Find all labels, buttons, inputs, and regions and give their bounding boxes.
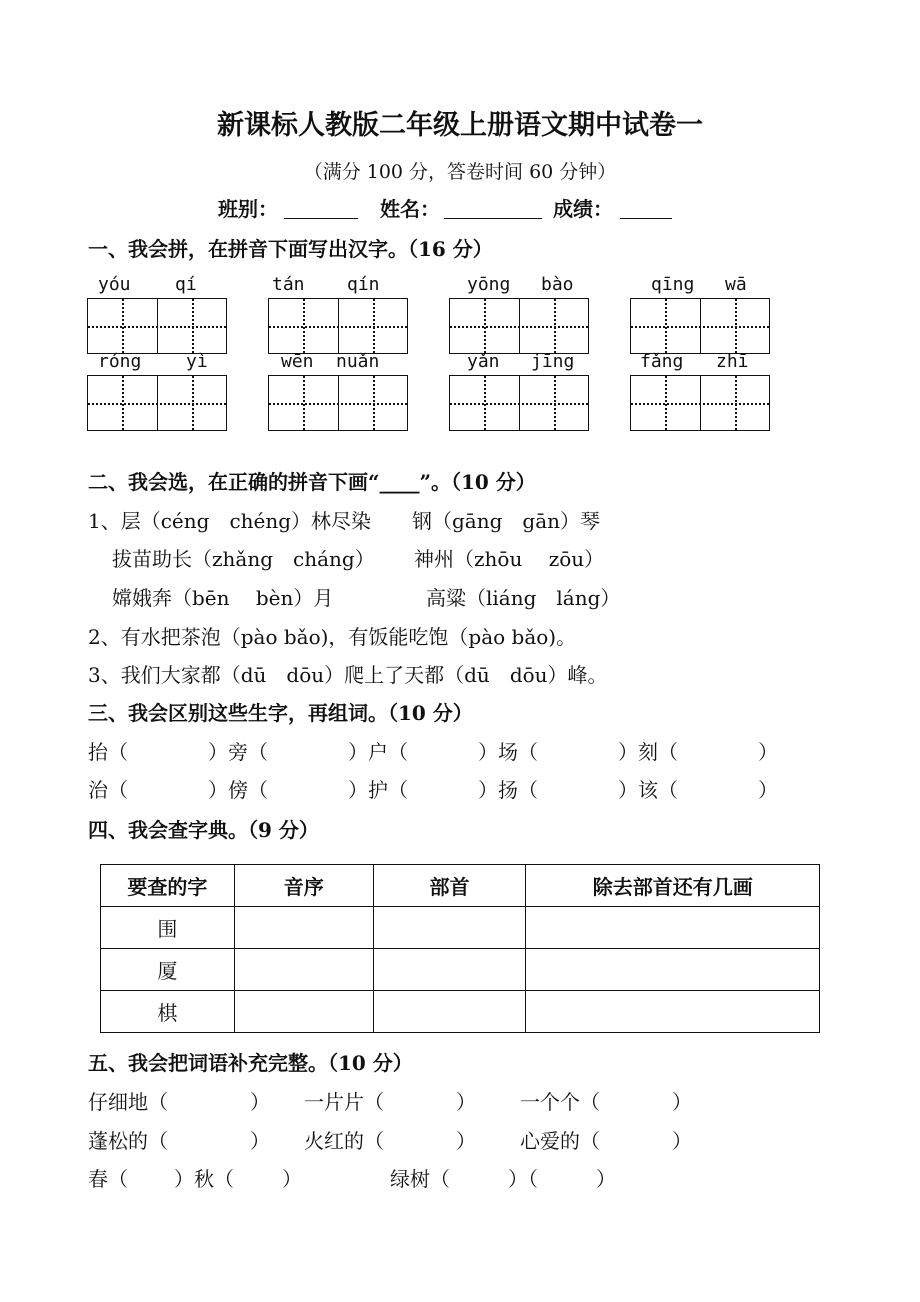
- word-item: 春（: [88, 1167, 128, 1191]
- answer-cell[interactable]: [526, 991, 820, 1033]
- table-row: [101, 907, 820, 949]
- word-item: ）该（: [618, 778, 678, 802]
- question-line: 3、我们大家都（dū dōu）爬上了天都（dū dōu）峰。: [88, 663, 608, 687]
- answer-cell[interactable]: [373, 949, 526, 991]
- word-item: ）: [250, 1129, 270, 1153]
- table-header: 音序: [234, 865, 373, 907]
- table-header: 部首: [373, 865, 526, 907]
- word-item: ）: [758, 740, 778, 764]
- class-label: 班别：: [218, 197, 278, 221]
- word-item: ）: [282, 1167, 302, 1191]
- writing-grid[interactable]: [87, 298, 227, 354]
- pinyin: nuǎn: [336, 351, 380, 372]
- answer-cell[interactable]: [526, 949, 820, 991]
- question-line: 2、有水把茶泡（pào bǎo)，有饭能吃饱（pào bǎo)。: [88, 625, 577, 649]
- word-item: ）（: [508, 1167, 538, 1191]
- pinyin: wā: [725, 274, 747, 295]
- question-line: 神州（zhōu zōu）: [414, 547, 605, 571]
- writing-grid[interactable]: [268, 375, 408, 431]
- section-5-heading: 五、我会把词语补充完整。（10 分）: [88, 1051, 413, 1075]
- score-blank[interactable]: [620, 196, 672, 219]
- answer-cell[interactable]: [526, 907, 820, 949]
- writing-grid[interactable]: [449, 298, 589, 354]
- word-item: ）护（: [348, 778, 408, 802]
- word-item: ）: [758, 778, 778, 802]
- writing-grid[interactable]: [87, 375, 227, 431]
- answer-cell[interactable]: [373, 907, 526, 949]
- question-line: 1、层（céng chéng）林尽染: [88, 509, 372, 533]
- word-item: ）扬（: [478, 778, 538, 802]
- word-item: ）: [672, 1090, 692, 1114]
- table-row: [101, 991, 820, 1033]
- page-title: 新课标人教版二年级上册语文期中试卷一: [217, 110, 703, 141]
- char-cell: 围: [101, 907, 235, 949]
- word-item: ）: [456, 1129, 476, 1153]
- score-label: 成绩：: [553, 197, 613, 221]
- word-item: ）旁（: [208, 740, 268, 764]
- word-item: ）傍（: [208, 778, 268, 802]
- word-item: 仔细地（: [88, 1090, 168, 1114]
- question-line: 钢（gāng gān）琴: [412, 509, 601, 533]
- pinyin: róng: [98, 351, 142, 372]
- question-line: 拔苗助长（zhǎng cháng）: [112, 547, 375, 571]
- pinyin: qín: [347, 274, 380, 295]
- pinyin: yì: [186, 351, 208, 372]
- table-row: [101, 949, 820, 991]
- pinyin: zhī: [716, 351, 749, 372]
- pinyin: wēn: [281, 351, 314, 372]
- word-item: ）: [250, 1090, 270, 1114]
- pinyin: bào: [541, 274, 574, 295]
- pinyin: yōng: [467, 274, 511, 295]
- writing-grid[interactable]: [630, 298, 770, 354]
- answer-cell[interactable]: [373, 991, 526, 1033]
- class-blank[interactable]: [284, 196, 358, 219]
- word-item: ）场（: [478, 740, 538, 764]
- pinyin: tán: [272, 274, 305, 295]
- section-1-heading: 一、我会拼，在拼音下面写出汉字。（16 分）: [88, 237, 493, 261]
- writing-grid[interactable]: [630, 375, 770, 431]
- question-line: 高粱（liáng láng）: [426, 586, 621, 610]
- pinyin: yóu: [98, 274, 131, 295]
- word-item: 治（: [88, 778, 128, 802]
- word-item: 火红的（: [304, 1129, 384, 1153]
- pinyin: jīng: [531, 351, 575, 372]
- word-item: 一片片（: [304, 1090, 384, 1114]
- pinyin: qí: [175, 274, 197, 295]
- word-item: ）刻（: [618, 740, 678, 764]
- word-item: 一个个（: [520, 1090, 600, 1114]
- dictionary-table: [100, 864, 820, 1033]
- answer-cell[interactable]: [234, 991, 373, 1033]
- table-header: 除去部首还有几画: [526, 865, 820, 907]
- pinyin: fǎng: [640, 351, 684, 372]
- page-subtitle: （满分 100 分，答卷时间 60 分钟）: [303, 161, 617, 183]
- char-cell: 棋: [101, 991, 235, 1033]
- char-cell: 厦: [101, 949, 235, 991]
- writing-grid[interactable]: [268, 298, 408, 354]
- table-header: 要查的字: [101, 865, 235, 907]
- answer-cell[interactable]: [234, 907, 373, 949]
- name-label: 姓名：: [380, 197, 440, 221]
- word-item: 绿树（: [390, 1167, 450, 1191]
- question-line: 嫦娥奔（bēn bèn）月: [112, 586, 334, 610]
- pinyin: qīng: [651, 274, 695, 295]
- section-3-heading: 三、我会区别这些生字，再组词。（10 分）: [88, 701, 473, 725]
- section-2-heading: 二、我会选，在正确的拼音下画“____”。（10 分）: [88, 470, 536, 494]
- answer-cell[interactable]: [234, 949, 373, 991]
- writing-grid[interactable]: [449, 375, 589, 431]
- word-item: ）: [672, 1129, 692, 1153]
- word-item: 抬（: [88, 740, 128, 764]
- section-4-heading: 四、我会查字典。（9 分）: [88, 818, 319, 842]
- pinyin: yǎn: [467, 351, 500, 372]
- word-item: ）户（: [348, 740, 408, 764]
- word-item: 蓬松的（: [88, 1129, 168, 1153]
- word-item: ）: [456, 1090, 476, 1114]
- word-item: ）秋（: [174, 1167, 234, 1191]
- name-blank[interactable]: [444, 196, 542, 219]
- word-item: ）: [596, 1167, 616, 1191]
- word-item: 心爱的（: [520, 1129, 600, 1153]
